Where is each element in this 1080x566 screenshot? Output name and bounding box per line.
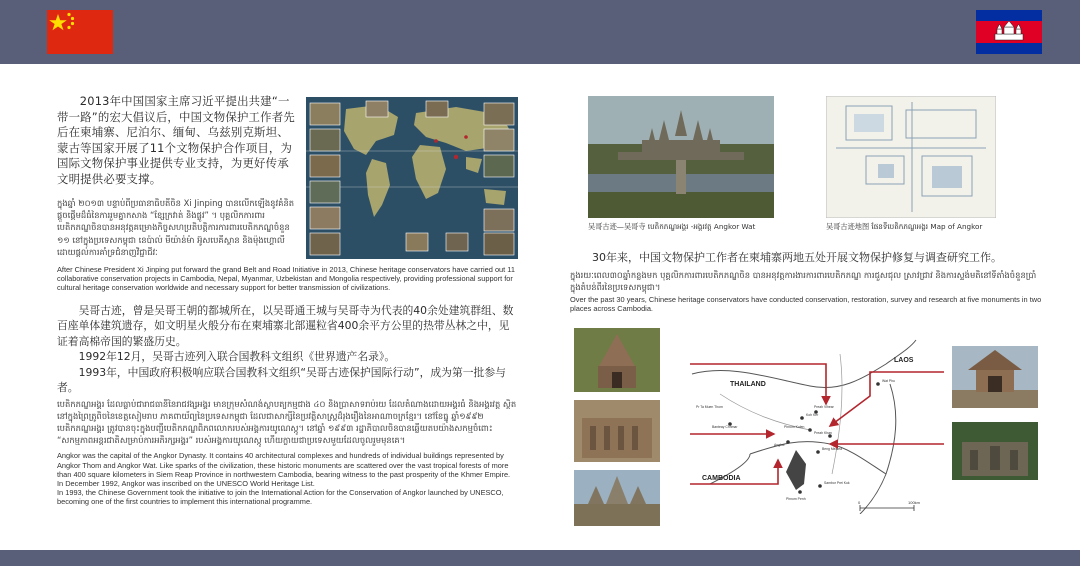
monument-photo-4: [952, 346, 1038, 408]
action-english-text: In 1993, the Chinese Government took the initiative to join the International Action for the Conservation of Angkor launched by UNESCO, becoming one of the first countries to implement this international programme.: [57, 488, 504, 507]
thailand-label: THAILAND: [730, 381, 766, 388]
banteay-chhmar-label: Banteay Chhmar: [712, 425, 738, 429]
preah-vihear-label: Preah Vihear: [814, 405, 834, 409]
world-map-image: [306, 97, 518, 259]
ta-muen-thom-label: Pr Ta Muen Thom: [696, 405, 723, 409]
cambodia-flag-icon: [976, 10, 1042, 54]
koh-ker-label: Koh Ker: [806, 413, 819, 417]
inscription-chinese-text: 1992年12月，吴哥古迹列入联合国教科文组织《世界遗产名录》。: [78, 350, 396, 364]
beng-mealea-label: Beng Mealea: [822, 447, 842, 451]
summary-khmer-text: ក្នុងរយៈពេល៣០ឆ្នាំកន្លងមក បុគ្គលិកការពារបេតិកភណ្ឌចិន បានអនុវត្តការងារការពារបេតិកភណ្ឌ ការជួសជុល ស្រាវជ្រាវ និងការស្ទង់មតិនៅទីតាំងចំនួនប្រាំ ក្នុងតំបន់ពីរនៃប្រទេសកម្ពុជា។: [570, 269, 1037, 292]
angkor-english-text: Angkor was the capital of the Angkor Dynasty. It contains 40 architectural complexes and hundreds of individual buildings represented by Angkor Thom and Angkor Wat. Like sparks of the civilization, these historic monuments are scattered over the vast tropical forests of more than 400 square kilometers in Siem Reap Province in northwestern Cambodia, bearing witness to the past prosperity of the Khmer Empire.: [57, 451, 511, 479]
monument-photo-3: [574, 470, 660, 526]
china-flag-icon: [47, 10, 113, 54]
angkor-wat-caption: 吴哥古迹—吴哥寺 បេតិកភណ្ឌអង្គរ -អង្គរវត្ត Angkor Wat: [588, 222, 756, 231]
angkor-label: Angkor: [774, 443, 785, 447]
angkor-plan-map: [826, 96, 996, 218]
scale-end-label: 100km: [908, 500, 921, 505]
intro-english-text: After Chinese President Xi Jinping put forward the grand Belt and Road Initiative in 2013, Chinese heritage conservators have carried out 11 collaborative conservation projects in Cambodia, Nepal, Myanmar, Uzbekistan and Mongolia respectively, providing professional support for cultural heritage conservation worldwide and necessary support for better transmission of civilizations.: [57, 265, 515, 293]
summary-english-text: Over the past 30 years, Chinese heritage conservators have conducted conservation, restoration, survey and research at five monuments in two places across Cambodia.: [570, 294, 1042, 314]
phnom-penh-label: Phnom Penh: [786, 497, 806, 501]
intro-khmer-text: ក្នុងឆ្នាំ ២០១៣ បន្ទាប់ពីប្រធានាធិបតីចិន Xi Jinping បានលើកឡើងនូវគំនិតផ្តួចផ្តើមដ៏ធំនៃការរួមគ្នាកសាង “ខ្សែក្រវាត់ និងផ្លូវ” ។ បុគ្គលិកការពារបេតិកភណ្ឌចិនបានអនុវត្តគម្រោងកិច្ចសហប្រតិបត្តិការការពារបេតិកភណ្ឌចំនួន ១១ នៅក្នុងប្រទេសកម្ពុជា នេប៉ាល់ មីយ៉ាន់ម៉ា អ៊ូសបេគីស្ថាន និងម៉ុងហ្គោលី ដោយផ្តល់ការគាំទ្រជំនាញវិជ្ជាជីវៈ: [57, 198, 295, 257]
wat-phu-label: Wat Phu: [882, 379, 895, 383]
angkor-wat-photo: [588, 96, 774, 218]
cambodia-sites-map: [690, 334, 944, 514]
monument-photo-5: [952, 422, 1038, 480]
monuments-summary: [570, 250, 1044, 313]
preah-khan-label: Preah Khan: [814, 431, 832, 435]
angkor-khmer-text: បេតិកភណ្ឌអង្គរ ដែលធ្លាប់ជារាជធានីនៃរាជវង្សអង្គរ មានក្រុមសំណង់ស្ថាបត្យកម្មជាង ៤០ និងប្រាសាទរាប់រយ ដែលតំណាងដោយអង្គរធំ និងអង្គរវត្ត ស្ថិតនៅក្នុងព្រៃត្រូពិចនៃខេត្តសៀមរាប ភាគពាយ័ព្យនៃប្រទេសកម្ពុជា ដែលជាសាក្សីនៃប្រវត្តិសាស្ត្រដ៏រុងរឿងនៃអាណាចក្រខ្មែរ។ នៅខែធ្នូ ឆ្នាំ១៩៩២ បេតិកភណ្ឌអង្គរ ត្រូវបានចុះក្នុងបញ្ជីបេតិកភណ្ឌពិភពលោករបស់អង្គការយូណេស្កូ។ នៅឆ្នាំ ១៩៩៣ រដ្ឋាភិបាលចិនបានឆ្លើយតបយ៉ាងសកម្មចំពោះ “សកម្មភាពអន្តរជាតិសម្រាប់ការអភិរក្សអង្គរ” របស់អង្គការយូណេស្កូ ហើយក្លាយជាប្រទេសមួយដែលចូលរួមមុនគេ។: [57, 398, 517, 446]
scale-start-label: 0: [858, 500, 861, 505]
angkor-chinese-text: 吴哥古迹，曾是吴哥王朝的都城所在，以吴哥通王城与吴哥寺为代表的40余处建筑群组、数百座单体建筑遗存，如文明星火般分布在柬埔寨北部暹粒省400余平方公里的热带丛林之中，见证着高棉帝国的繁盛历史。: [57, 303, 514, 348]
action-chinese-text: 1993年，中国政府积极响应联合国教科文组织“吴哥古迹保护国际行动”，成为第一批参与者。: [57, 365, 506, 395]
angkor-plan-caption: 吴哥古迹地图 ផែនទីបេតិកភណ្ឌអង្គរ Map of Angkor: [826, 222, 983, 231]
phnom-kulen-label: Phnom Kulen: [784, 425, 805, 429]
summary-chinese-text: 30年来，中国文物保护工作者在柬埔寨两地五处开展文物保护修复与调查研究工作。: [592, 251, 1002, 264]
laos-label: LAOS: [894, 357, 914, 364]
monument-photo-1: [574, 328, 660, 392]
intro-chinese-text: 2013年中国国家主席习近平提出共建“一带一路”的宏大倡议后，中国文物保护工作者先后在柬埔寨、尼泊尔、缅甸、乌兹别克斯坦、蒙古等国家开展了11个文物保护合作项目，为国际文物保护事业提供专业支持，为更好传承文明提供必要支撑。: [57, 94, 295, 186]
sambor-prei-kuk-label: Sambor Prei Kuk: [824, 481, 850, 485]
inscription-english-text: In December 1992, Angkor was inscribed on the UNESCO World Heritage List.: [57, 479, 315, 489]
footer-band: [0, 550, 1080, 566]
header-band: [0, 0, 1080, 64]
cambodia-label: CAMBODIA: [702, 475, 741, 482]
monument-photo-2: [574, 400, 660, 462]
